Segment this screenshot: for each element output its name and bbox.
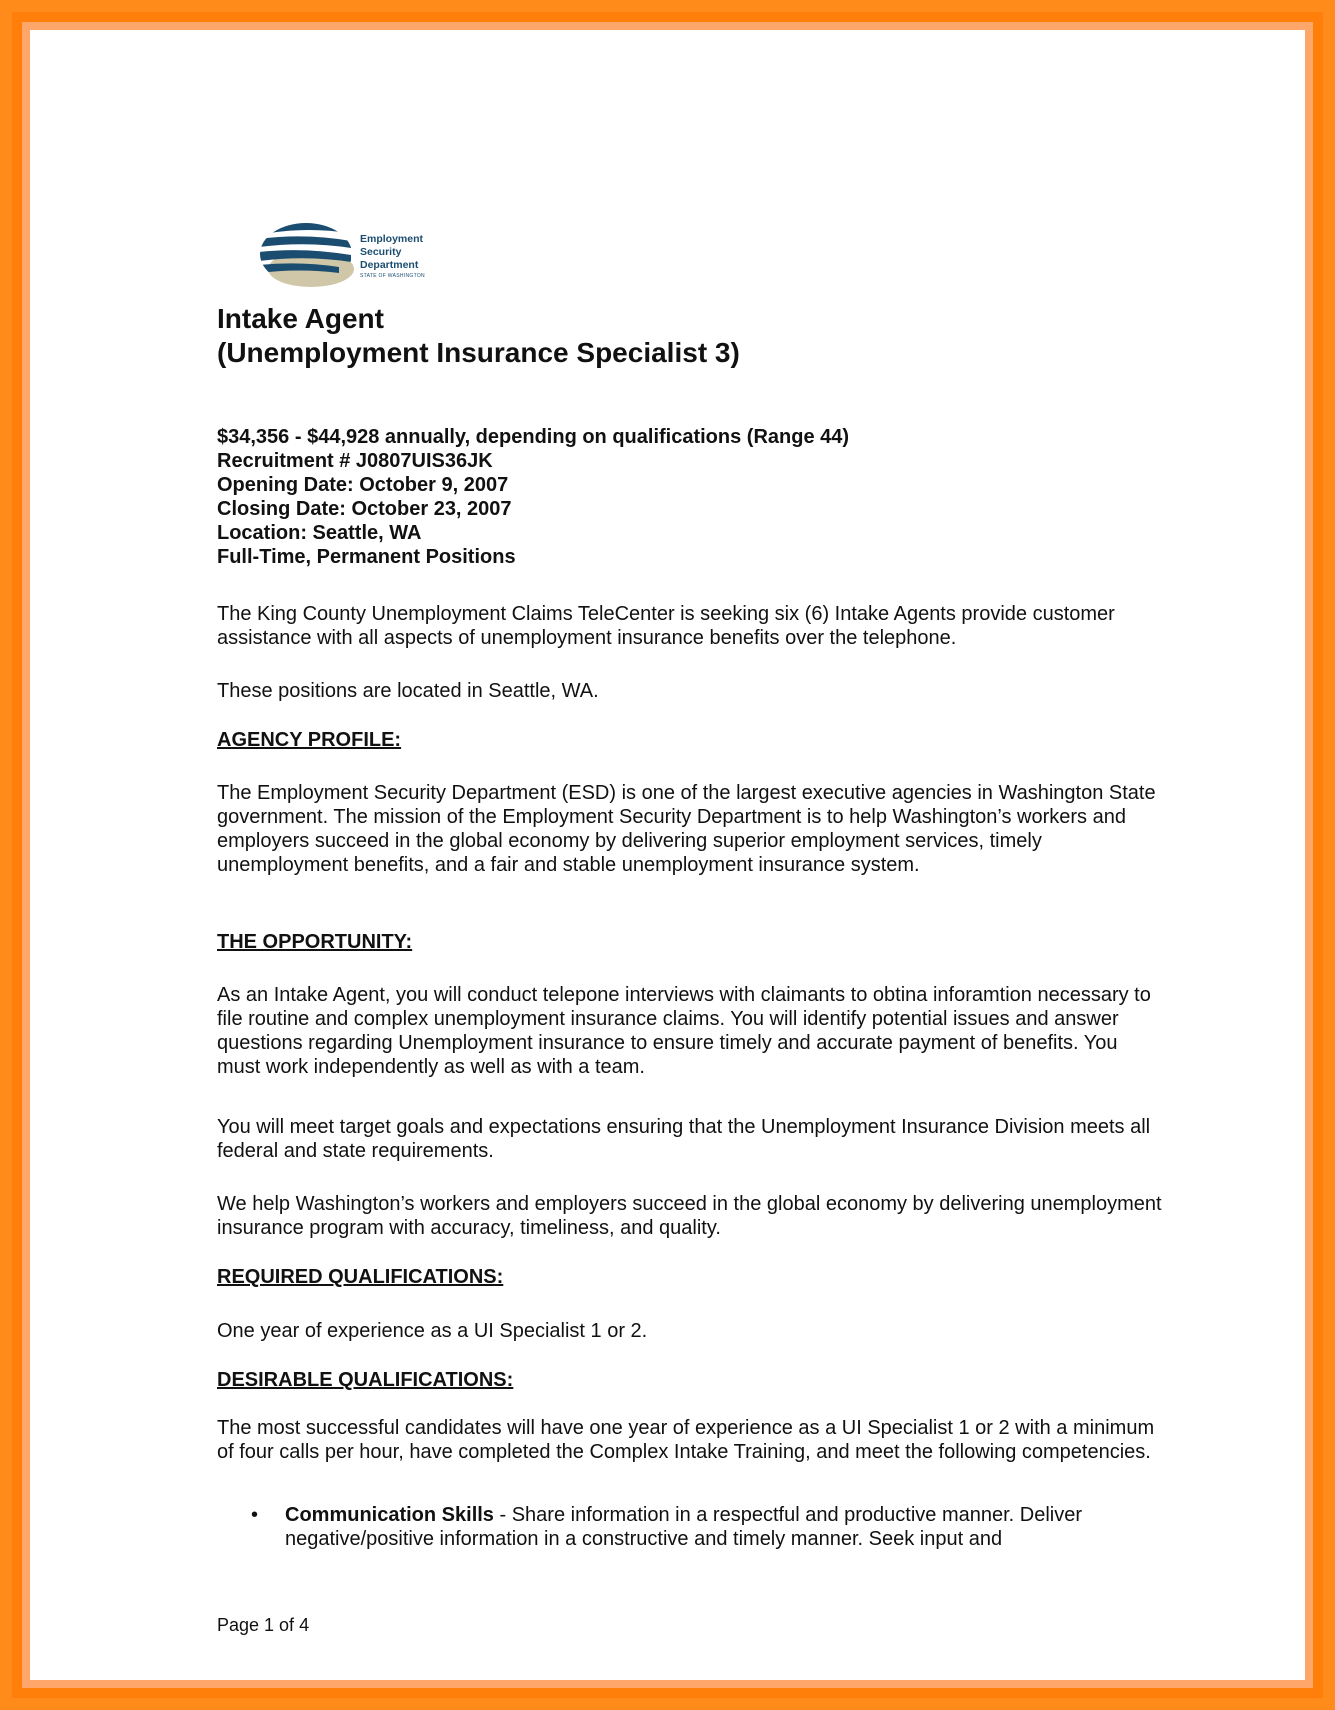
recruitment-number: Recruitment # J0807UIS36JK — [217, 450, 493, 472]
opening-date: Opening Date: October 9, 2007 — [217, 474, 509, 496]
opportunity-paragraph-2: You will meet target goals and expectations ensuring that the Unemployment Insurance Division meets all federal and state requirements. — [217, 1116, 1151, 1162]
desirable-qualifications-heading: DESIRABLE QUALIFICATIONS: — [217, 1369, 514, 1391]
competency-text: - Share information in a respectful and productive manner. Deliver negative/positive information in a constructive and timely manner. Seek input and — [285, 1504, 1083, 1550]
position-type: Full-Time, Permanent Positions — [217, 546, 516, 568]
required-qualifications-text: One year of experience as a UI Specialist 1 or 2. — [217, 1320, 648, 1342]
salary-line: $34,356 - $44,928 annually, depending on qualifications (Range 44) — [217, 426, 850, 448]
job-title: Intake Agent (Unemployment Insurance Specialist 3) — [217, 303, 740, 368]
agency-profile-heading: AGENCY PROFILE: — [217, 729, 402, 751]
location: Location: Seattle, WA — [217, 522, 422, 544]
opportunity-paragraph-1: As an Intake Agent, you will conduct telepone interviews with claimants to obtina inforamtion necessary to file routine and complex unemployment insurance claims. You will identify potential issues and answer questions regarding Unemployment insurance to ensure timely and accurate payment of benefits. You must work independently as well as with a team. — [217, 984, 1151, 1078]
logo-wordmark: Employment Security Department — [360, 233, 424, 271]
competency-bullet — [251, 1503, 1165, 1551]
agency-profile-text: The Employment Security Department (ESD) is one of the largest executive agencies in Washington State government. The mission of the Employment Security Department is to help Washington’s workers and employers succeed in the global economy by delivering superior employment services, timely unemployment benefits, and a fair and stable unemployment insurance system. — [217, 782, 1156, 876]
job-info-block — [217, 425, 849, 569]
document-page — [30, 30, 1305, 1680]
closing-date: Closing Date: October 23, 2007 — [217, 498, 512, 520]
opportunity-paragraph-3: We help Washington’s workers and employers succeed in the global economy by delivering unemployment insurance program with accuracy, timeliness, and quality. — [217, 1193, 1162, 1239]
bullet-icon: • — [251, 1504, 259, 1526]
competency-label: Communication Skills — [285, 1504, 494, 1526]
esd-logo-mark-icon — [259, 221, 354, 291]
required-qualifications-heading: REQUIRED QUALIFICATIONS: — [217, 1266, 504, 1288]
desirable-qualifications-text: The most successful candidates will have one year of experience as a UI Specialist 1 or 2 with a minimum of four calls per hour, have completed the Complex Intake Training, and meet the following competencies. — [217, 1417, 1155, 1463]
logo-state-line: STATE OF WASHINGTON — [360, 273, 425, 279]
page-number: Page 1 of 4 — [217, 1615, 310, 1635]
opportunity-heading: THE OPPORTUNITY: — [217, 931, 413, 953]
location-paragraph: These positions are located in Seattle, WA. — [217, 680, 599, 702]
esd-logo — [259, 221, 434, 291]
intro-paragraph: The King County Unemployment Claims TeleCenter is seeking six (6) Intake Agents provide customer assistance with all aspects of unemployment insurance benefits over the telephone. — [217, 603, 1115, 649]
